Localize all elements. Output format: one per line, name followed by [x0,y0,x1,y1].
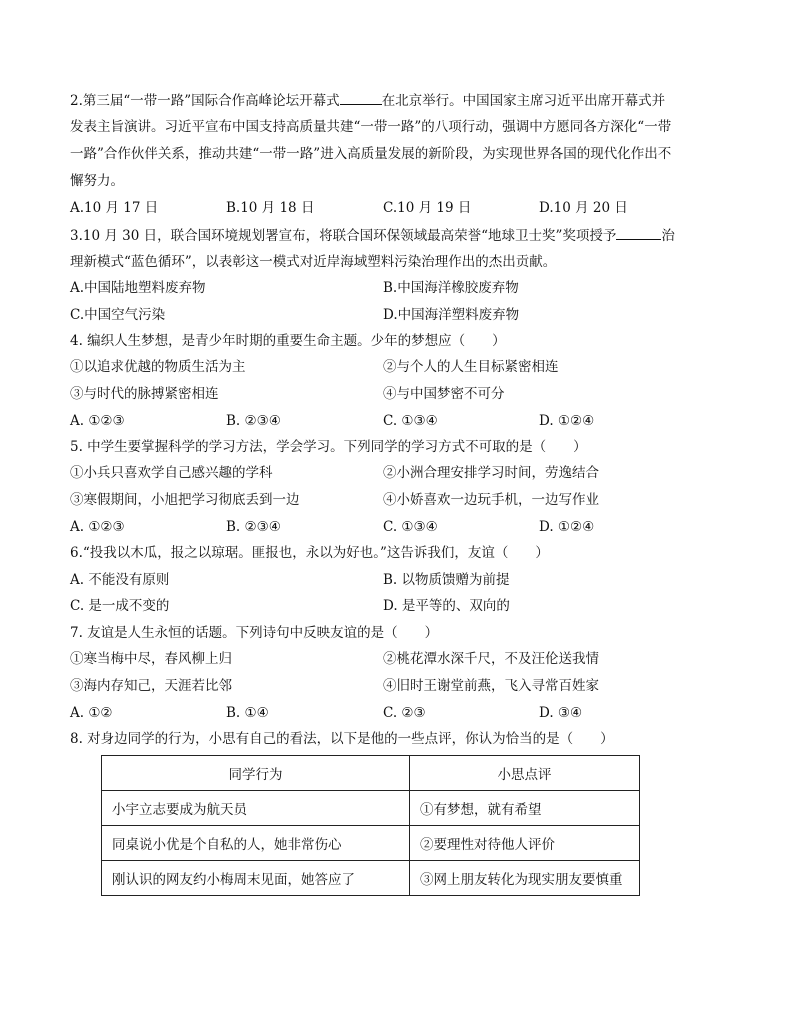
q2-line-3: 一路”合作伙伴关系，推动共建“一带一路”进入高质量发展的新阶段，为实现世界各国的现代化作出不 [70,146,672,162]
q5-option-c: C. ①③④ [383,519,438,535]
q4-option-c: C. ①③④ [383,413,438,429]
q7-option-b: B. ①④ [226,705,269,721]
q7-item-1: ①寒当梅中尽，春风柳上归 [70,651,232,667]
q4-option-b: B. ②③④ [226,413,281,429]
q7-option-a: A. ①② [70,705,113,721]
q7-option-c: C. ②③ [383,705,426,721]
q3-option-c: C.中国空气污染 [70,307,166,323]
q3-answer-blank [616,226,661,240]
table-header-row [102,756,640,791]
q4-item-3: ③与时代的脉搏紧密相连 [70,386,219,402]
behavior-cell: 小宇立志要成为航天员 [102,791,410,826]
q4-item-1: ①以追求优越的物质生活为主 [70,359,246,375]
q3-option-d: D.中国海洋塑料废弃物 [383,307,520,323]
behavior-cell: 刚认识的网友约小梅周末见面，她答应了 [102,861,410,896]
q4-item-2: ②与个人的人生目标紧密相连 [383,359,559,375]
q6-option-b: B. 以物质馈赠为前提 [383,572,510,588]
q3-line-1 [70,226,675,245]
q5-item-2: ②小洲合理安排学习时间，劳逸结合 [383,465,599,481]
q6-option-c: C. 是一成不变的 [70,598,170,614]
q7-item-4: ④旧时王谢堂前燕，飞入寻常百姓家 [383,678,599,694]
q3-text-part2: 治 [661,228,675,244]
q2-option-d: D.10 月 20 日 [539,200,628,216]
q7-item-3: ③海内存知己，天涯若比邻 [70,678,232,694]
q2-line-4: 懈努力。 [70,173,124,189]
header-student-behavior: 同学行为 [102,756,410,791]
q7-option-d: D. ③④ [539,705,583,721]
q5-option-b: B. ②③④ [226,519,281,535]
comment-cell: ①有梦想，就有希望 [410,791,640,826]
q6-option-d: D. 是平等的、双向的 [383,598,510,614]
q5-option-a: A. ①②③ [70,519,125,535]
q3-option-b: B.中国海洋橡胶废弃物 [383,280,519,296]
q6-stem: 6.“投我以木瓜，报之以琼琚。匪报也，永以为好也。”这告诉我们，友谊（ ） [70,545,549,561]
q2-text-part1: 2.第三届“一带一路”国际合作高峰论坛开幕式 [70,93,340,109]
header-xiaosi-comment: 小思点评 [410,756,640,791]
q6-option-a: A. 不能没有原则 [70,572,170,588]
table-row [102,826,640,861]
comment-cell: ③网上朋友转化为现实朋友要慎重 [410,861,640,896]
q3-option-a: A.中国陆地塑料废弃物 [70,280,206,296]
comment-cell: ②要理性对待他人评价 [410,826,640,861]
q7-stem: 7. 友谊是人生永恒的话题。下列诗句中反映友谊的是（ ） [70,625,439,641]
q3-text-part1: 3.10 月 30 日，联合国环境规划署宣布，将联合国环保领域最高荣誉“地球卫士奖”奖项授予 [70,228,617,244]
q4-stem: 4. 编织人生梦想，是青少年时期的重要生命主题。少年的梦想应（ ） [70,333,506,349]
q5-item-1: ①小兵只喜欢学自己感兴趣的学科 [70,465,273,481]
q8-stem: 8. 对身边同学的行为，小思有自己的看法，以下是他的一些点评，你认为恰当的是（ ） [70,731,614,747]
q2-text-part2: 在北京举行。中国国家主席习近平出席开幕式并 [381,93,666,109]
q4-option-d: D. ①②④ [539,413,595,429]
q2-line-2: 发表主旨演讲。习近平宣布中国支持高质量共建“一带一路”的八项行动，强调中方愿同各方深化“一带 [70,119,672,135]
q7-item-2: ②桃花潭水深千尺，不及汪伦送我情 [383,651,599,667]
q2-line-1 [70,91,665,110]
q4-option-a: A. ①②③ [70,413,125,429]
q2-option-b: B.10 月 18 日 [226,200,315,216]
q5-item-4: ④小娇喜欢一边玩手机，一边写作业 [383,492,599,508]
q3-line-2: 理新模式“蓝色循环”，以表彰这一模式对近岸海域塑料污染治理作出的杰出贡献。 [70,254,557,270]
q4-item-4: ④与中国梦密不可分 [383,386,505,402]
q8-table [101,755,640,896]
q5-item-3: ③寒假期间，小旭把学习彻底丢到一边 [70,492,300,508]
q2-answer-blank [340,91,382,105]
q2-option-c: C.10 月 19 日 [383,200,472,216]
q2-option-a: A.10 月 17 日 [70,200,159,216]
table-row [102,791,640,826]
table-row [102,861,640,896]
q5-stem: 5. 中学生要掌握科学的学习方法，学会学习。下列同学的学习方式不可取的是（ ） [70,439,587,455]
behavior-cell: 同桌说小优是个自私的人，她非常伤心 [102,826,410,861]
q5-option-d: D. ①②④ [539,519,595,535]
